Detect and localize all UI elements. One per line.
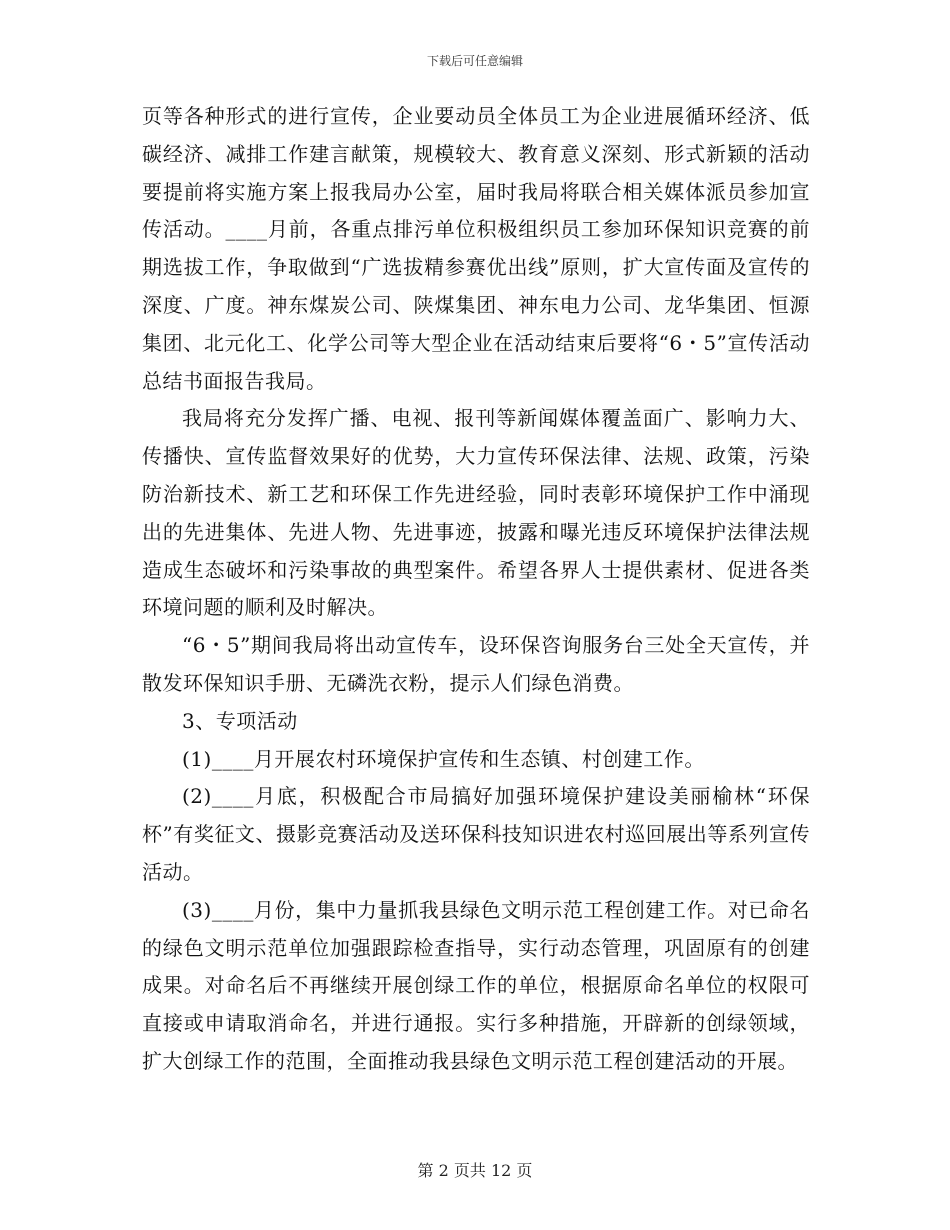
page-header: 下载后可任意编辑 <box>426 54 523 68</box>
page-number-footer: 第 2 页共 12 页 <box>417 1161 533 1180</box>
list-item-2: (2)____月底，积极配合市局搞好加强环境保护建设美丽榆林“环保杯”有奖征文、摄影竞赛活动及送环保科技知识进农村巡回展出等系列宣传活动。 <box>142 784 810 884</box>
list-item-1: (1)____月开展农村环境保护宣传和生态镇、村创建工作。 <box>182 746 705 771</box>
section-heading-special-activities: 3、专项活动 <box>182 708 298 733</box>
paragraph-media-publicity: 我局将充分发挥广播、电视、报刊等新闻媒体覆盖面广、影响力大、传播快、宣传监督效果好的优势，大力宣传环保法律、法规、政策，污染防治新技术、新工艺和环保工作先进经验，同时表彰环境保护工作中涌现出的先进集体、先进人物、先进事迹，披露和曝光违反环境保护法律法规造成生态破坏和污染事故的典型案件。希望各界人士提供素材、促进各类环境问题的顺利及时解决。 <box>142 406 810 620</box>
document-body <box>142 98 810 1081</box>
paragraph-june5-activities: “6・5”期间我局将出动宣传车，设环保咨询服务台三处全天宣传，并散发环保知识手册、无磷洗衣粉，提示人们绿色消费。 <box>142 633 810 695</box>
paragraph-publicity-continuation: 页等各种形式的进行宣传，企业要动员全体员工为企业进展循环经济、低碳经济、减排工作建言献策，规模较大、教育意义深刻、形式新颖的活动要提前将实施方案上报我局办公室，届时我局将联合相关媒体派员参加宣传活动。____月前，各重点排污单位积极组织员工参加环保知识竞赛的前期选拔工作，争取做到“广选拔精参赛优出线”原则，扩大宣传面及宣传的深度、广度。神东煤炭公司、陕煤集团、神东电力公司、龙华集团、恒源集团、北元化工、化学公司等大型企业在活动结束后要将“6・5”宣传活动总结书面报告我局。 <box>142 104 810 393</box>
list-item-3: (3)____月份，集中力量抓我县绿色文明示范工程创建工作。对已命名的绿色文明示范单位加强跟踪检查指导，实行动态管理，巩固原有的创建成果。对命名后不再继续开展创绿工作的单位，根据原命名单位的权限可直接或申请取消命名，并进行通报。实行多种措施，开辟新的创绿领域，扩大创绿工作的范围，全面推动我县绿色文明示范工程创建活动的开展。 <box>142 897 810 1073</box>
